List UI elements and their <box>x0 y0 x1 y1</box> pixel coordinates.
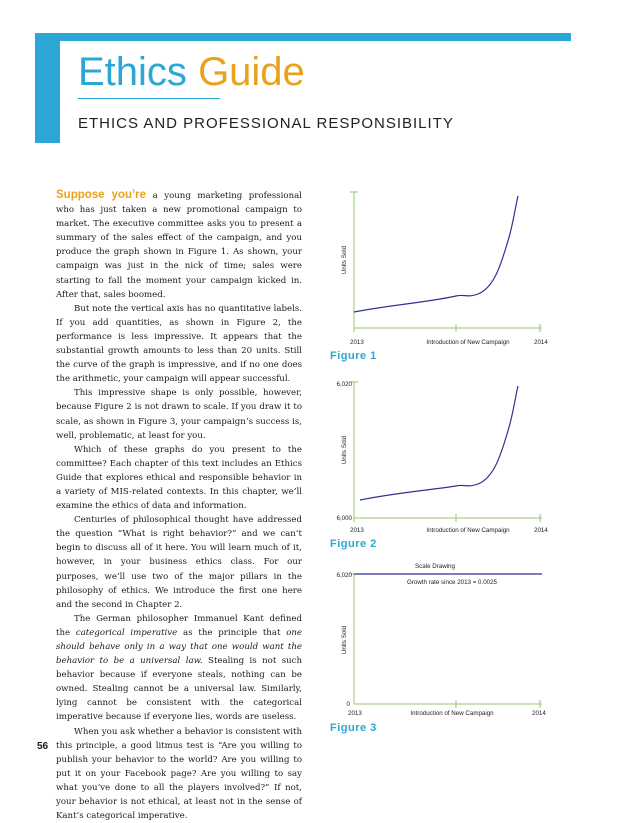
paragraph-3: This impressive shape is only possible, however, because Figure 2 is not drawn to scale. If you draw it to scale, as shown in Figure 3, your campaign’s success is, well, problematic, at least for you. <box>56 388 302 441</box>
figure-3-caption: Figure 3 <box>330 722 377 734</box>
figure-3 <box>330 563 546 734</box>
title-word-guide: Guide <box>198 50 305 94</box>
paragraph-2: But note the vertical axis has no quantitative labels. If you add quantities, as shown in Figure 2, the performance is less impressive. It appears that the substantial growth amounts to less than 20 units. Still the curve of the graph is impressive, and if no one does the arithmetic, your campaign will appear successful. <box>56 303 302 385</box>
figure-3-title: Scale Drawing <box>415 563 455 570</box>
paragraph-6 <box>56 612 302 725</box>
title-rule <box>78 98 220 99</box>
figure-3-ylabel: Units Sold <box>341 625 348 655</box>
figures <box>330 188 570 748</box>
figure-3-xlabel-left: 2013 <box>348 710 362 717</box>
page-number: 56 <box>37 741 49 752</box>
figure-1-curve <box>354 196 518 312</box>
figure-2-curve <box>360 386 518 500</box>
paragraph-6-text-c: Stealing is not such behavior because if everyone steals, nothing can be owned. Stealing cannot be a universal law. Similarly, lying cannot be consistent with the categorical imperative because if everyone lies, words are useless. <box>56 656 302 723</box>
figure-1-ylabel: Units Sold <box>341 245 348 275</box>
figure-2-xlabel-mid: Introduction of New Campaign <box>426 527 510 534</box>
figure-1 <box>330 192 548 362</box>
figure-3-annotation: Growth rate since 2013 = 0.0025 <box>407 579 497 586</box>
body-text <box>56 188 302 823</box>
paragraph-6-emphasis-2: one should behave only in a way that one would want the behavior to be a universal law. <box>56 627 302 667</box>
figure-2-ylabel: Units Sold <box>341 435 348 465</box>
figure-1-caption: Figure 1 <box>330 350 377 362</box>
page-title <box>78 50 305 94</box>
figure-2-xlabel-left: 2013 <box>350 527 364 534</box>
paragraph-4: Which of these graphs do you present to the committee? Each chapter of this text includes an Ethics Guide that explores ethical and responsible behavior in a variety of MIS-related contexts. In this chapter, we’ll examine the ethics of data and information. <box>56 444 302 512</box>
figure-3-ytick-bottom: 0 <box>346 701 350 708</box>
figure-3-xlabel-right: 2014 <box>532 710 546 717</box>
figure-2 <box>330 381 548 550</box>
page-subtitle: ETHICS AND PROFESSIONAL RESPONSIBILITY <box>78 115 454 132</box>
paragraph-1-text: a young marketing professional who has just taken a new promotional campaign to market. The executive committee asks you to present a summary of the sales effect of the campaign, and you produce the graph shown in Figure 1. As shown, your campaign was just in the nick of time; sales were starting to fall the moment your campaign kicked in. After that, sales boomed. <box>56 191 302 300</box>
paragraph-6-emphasis-1: categorical imperative <box>75 627 178 638</box>
figure-1-xlabel-right: 2014 <box>534 339 548 346</box>
figure-1-xlabel-left: 2013 <box>350 339 364 346</box>
figure-2-xlabel-right: 2014 <box>534 527 548 534</box>
header-bar <box>35 33 571 41</box>
lead-in: Suppose you’re <box>56 189 147 201</box>
paragraph-6-text-b: as the principle that <box>177 627 287 638</box>
figure-3-ytick-top: 6,020 <box>336 572 352 579</box>
paragraph-6-text-a: The German philosopher Immanuel Kant defined the <box>56 613 302 638</box>
figure-1-xlabel-mid: Introduction of New Campaign <box>426 339 510 346</box>
figure-2-caption: Figure 2 <box>330 538 377 550</box>
figure-3-xlabel-mid: Introduction of New Campaign <box>410 710 494 717</box>
figure-2-ytick-top: 6,020 <box>336 381 352 388</box>
paragraph-1 <box>56 188 302 302</box>
paragraph-5: Centuries of philosophical thought have addressed the question “What is right behavior?” and we can’t begin to discuss all of it here. You will learn much of it, however, in your business ethics class. For our purposes, we’ll use two of the major pillars in the philosophy of ethics. We introduce the first one here and the second in Chapter 2. <box>56 515 302 610</box>
header-side-bar <box>35 33 60 143</box>
paragraph-7: When you ask whether a behavior is consistent with this principle, a good litmus test is “Are you willing to publish your behavior to the world? Are you willing to put it on your Facebook page? Are you willing to say what you’ve done to all the players involved?” If not, your behavior is not ethical, at least not in the sense of Kant’s categorical imperative. <box>56 726 302 822</box>
title-word-ethics: Ethics <box>78 50 187 94</box>
figure-2-ytick-bottom: 6,000 <box>336 515 352 522</box>
